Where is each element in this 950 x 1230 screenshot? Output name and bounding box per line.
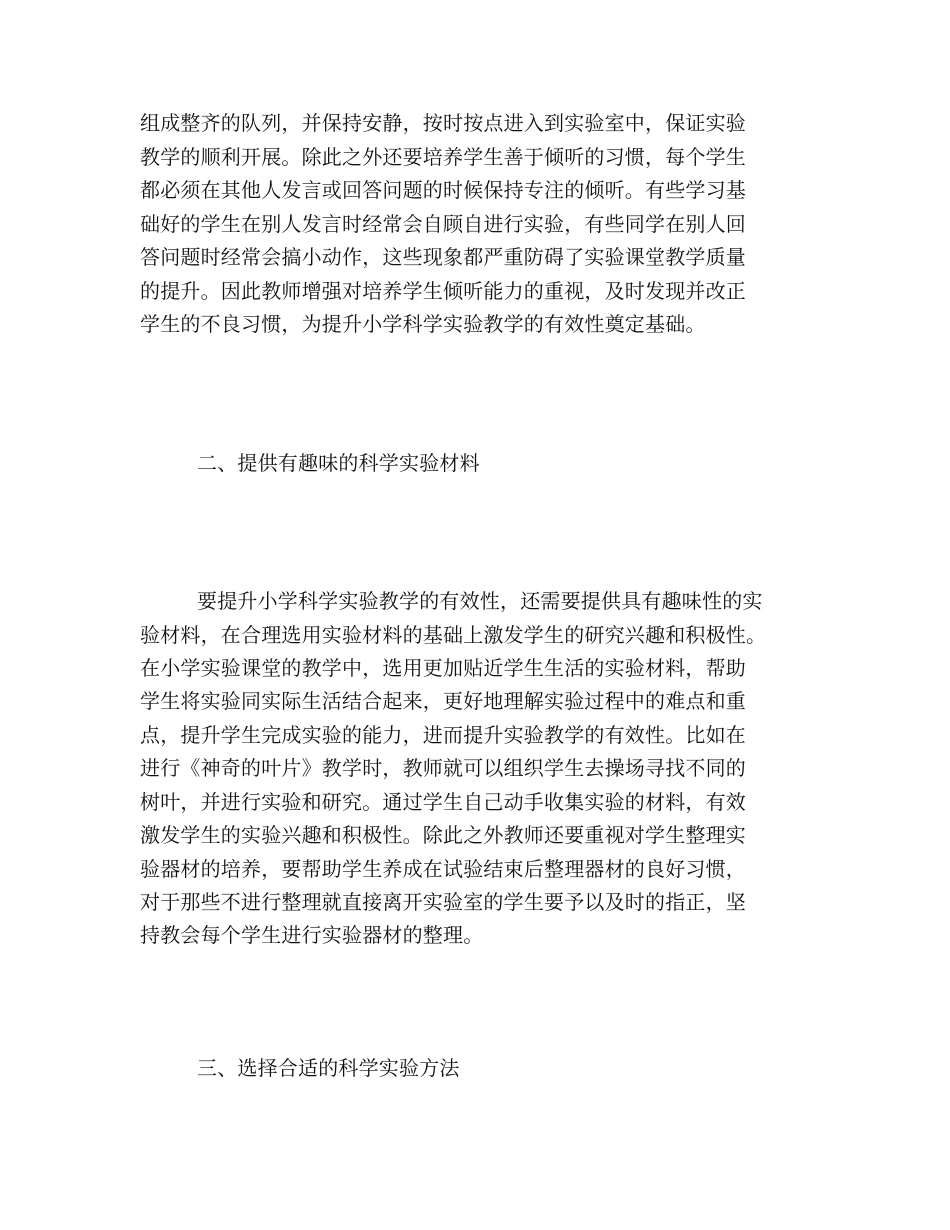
paragraph-2-line: 激发学生的实验兴趣和积极性。除此之外教师还要重视对学生整理实: [140, 823, 746, 847]
paragraph-1-line: 答问题时经常会搞小动作，这些现象都严重防碍了实验课堂教学质量: [140, 245, 746, 269]
paragraph-2-line: 验材料，在合理选用实验材料的基础上激发学生的研究兴趣和积极性。: [140, 623, 767, 647]
paragraph-1-line: 学生的不良习惯，为提升小学科学实验教学的有效性奠定基础。: [140, 312, 706, 336]
paragraph-2-line: 持教会每个学生进行实验器材的整理。: [140, 923, 484, 947]
paragraph-1-line: 都必须在其他人发言或回答问题的时候保持专注的倾听。有些学习基: [140, 178, 746, 202]
paragraph-1-line: 础好的学生在别人发言时经常会自顾自进行实验，有些同学在别人回: [140, 212, 746, 236]
section-heading-2: 二、提供有趣味的科学实验材料: [197, 451, 480, 475]
paragraph-2-line: 对于那些不进行整理就直接离开实验室的学生要予以及时的指正，坚: [140, 890, 746, 914]
paragraph-2-line: 进行《神奇的叶片》教学时，教师就可以组织学生去操场寻找不同的: [140, 756, 746, 780]
paragraph-1-line: 教学的顺利开展。除此之外还要培养学生善于倾听的习惯，每个学生: [140, 145, 746, 169]
section-heading-3: 三、选择合适的科学实验方法: [197, 1056, 460, 1080]
paragraph-2-line: 点，提升学生完成实验的能力，进而提升实验教学的有效性。比如在: [140, 723, 746, 747]
paragraph-2-line: 树叶，并进行实验和研究。通过学生自己动手收集实验的材料，有效: [140, 790, 746, 814]
paragraph-2-line: 要提升小学科学实验教学的有效性，还需要提供具有趣味性的实: [197, 589, 763, 613]
paragraph-2-line: 在小学实验课堂的教学中，选用更加贴近学生生活的实验材料，帮助: [140, 656, 746, 680]
paragraph-1-line: 的提升。因此教师增强对培养学生倾听能力的重视，及时发现并改正: [140, 279, 746, 303]
paragraph-2-line: 学生将实验同实际生活结合起来，更好地理解实验过程中的难点和重: [140, 689, 746, 713]
paragraph-1-line: 组成整齐的队列，并保持安静，按时按点进入到实验室中，保证实验: [140, 111, 746, 135]
paragraph-2-line: 验器材的培养，要帮助学生养成在试验结束后整理器材的良好习惯，: [140, 857, 746, 881]
